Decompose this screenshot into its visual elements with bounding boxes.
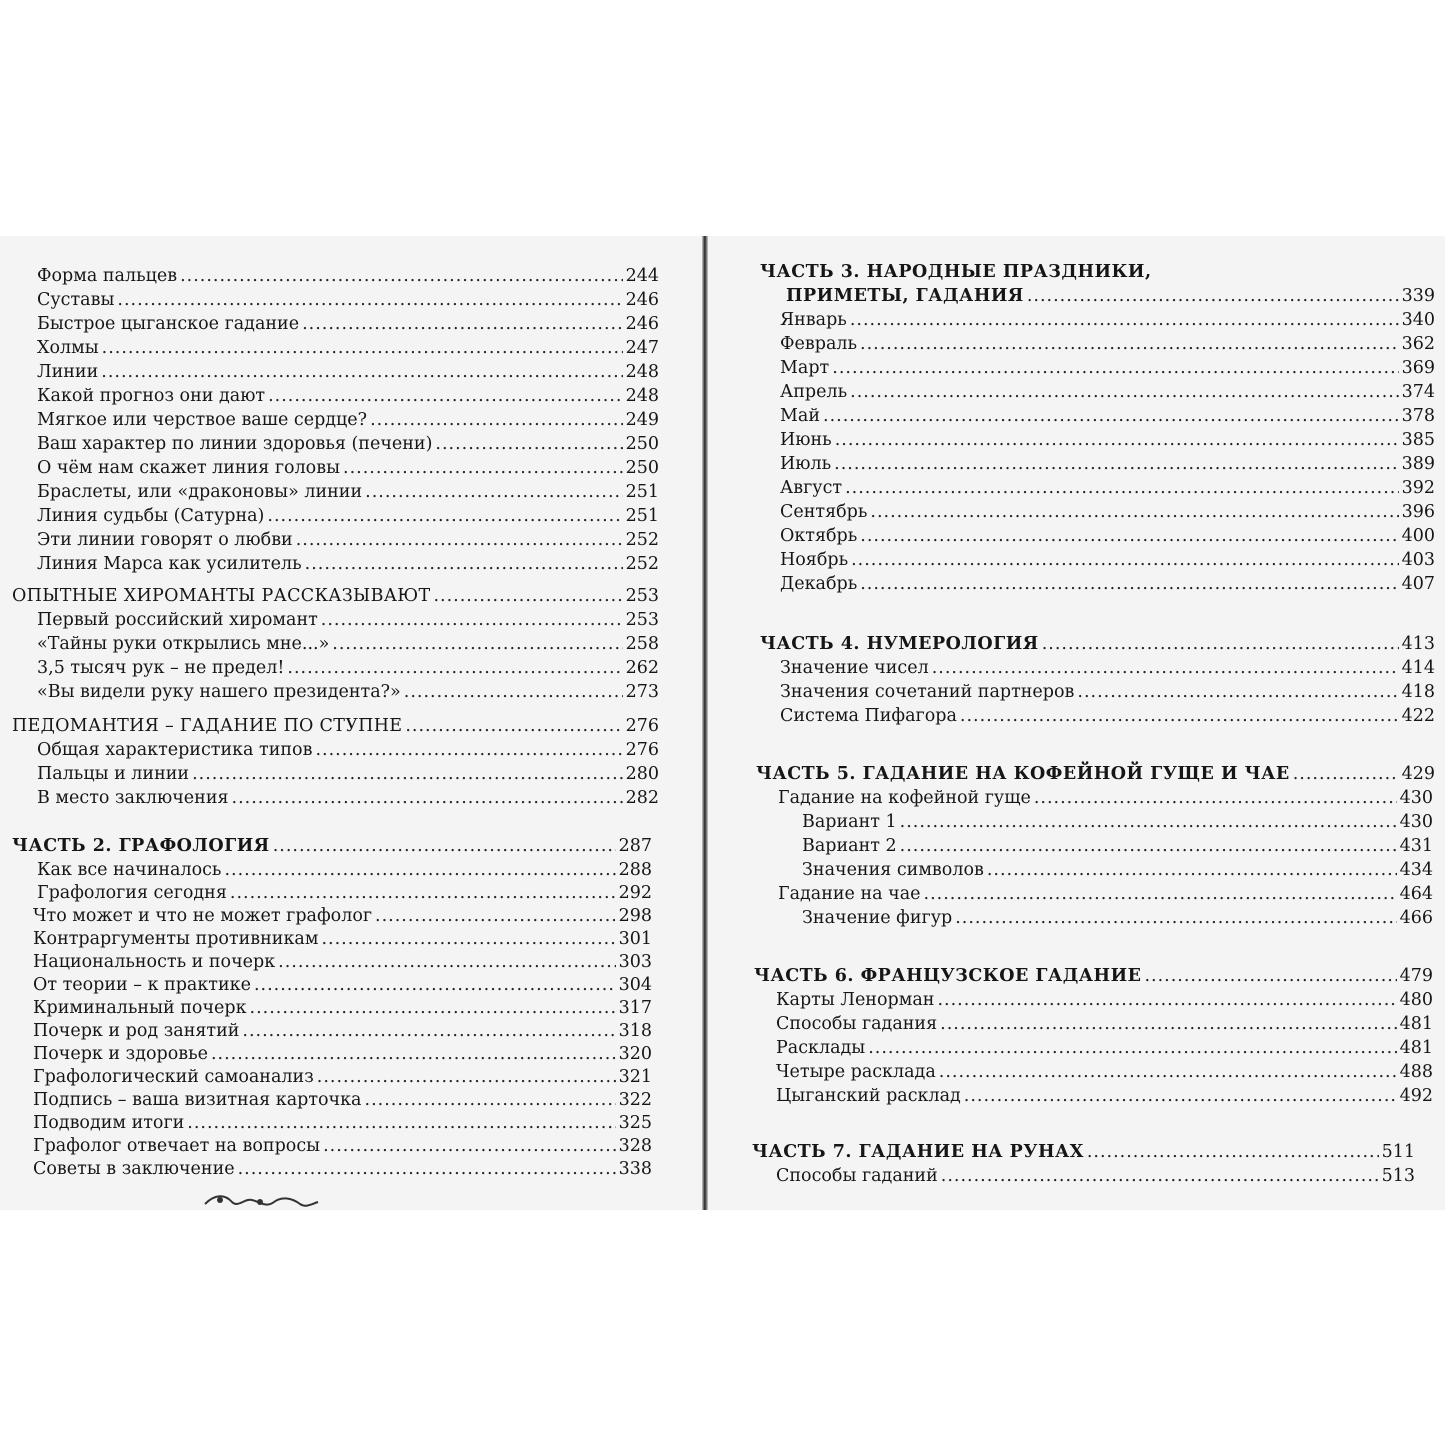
toc-entry: Графологический самоанализ ..... 321 xyxy=(33,1067,652,1087)
toc-entry: Какой прогноз они дают ..... 248 xyxy=(37,386,659,406)
toc-part-heading: ЧАСТЬ 5. ГАДАНИЕ НА КОФЕЙНОЙ ГУЩЕ И ЧАЕ ..... 429 xyxy=(756,764,1435,784)
toc-entry: Что может и что не может графолог ..... 298 xyxy=(33,906,652,926)
toc-entry: Январь ..... 340 xyxy=(780,310,1435,330)
toc-entry: Ваш характер по линии здоровья (печени) ..... 250 xyxy=(37,434,659,454)
toc-entry: Линия судьбы (Сатурна) ..... 251 xyxy=(37,506,659,526)
toc-entry: Пальцы и линии ..... 280 xyxy=(37,764,659,784)
toc-entry: Июнь ..... 385 xyxy=(780,430,1435,450)
toc-entry: Четыре расклада ..... 488 xyxy=(776,1062,1433,1082)
toc-entry: Линия Марса как усилитель ..... 252 xyxy=(37,554,659,574)
toc-entry: Карты Ленорман ..... 480 xyxy=(776,990,1433,1010)
toc-entry: 3,5 тысяч рук – не предел! ..... 262 xyxy=(37,658,659,678)
toc-subentry: Значение фигур ..... 466 xyxy=(802,908,1433,928)
toc-entry: Советы в заключение ..... 338 xyxy=(33,1159,652,1179)
toc-entry: Криминальный почерк ..... 317 xyxy=(33,998,652,1018)
book-spread xyxy=(0,236,1445,1210)
toc-entry: Гадание на чае ..... 464 xyxy=(778,884,1433,904)
toc-entry: Браслеты, или «драконовы» линии ..... 251 xyxy=(37,482,659,502)
toc-entry: Август ..... 392 xyxy=(780,478,1435,498)
toc-entry: Почерк и род занятий ..... 318 xyxy=(33,1021,652,1041)
toc-entry: Подпись – ваша визитная карточка ..... 322 xyxy=(33,1090,652,1110)
toc-subentry: Вариант 1 ..... 430 xyxy=(802,812,1433,832)
toc-entry: Цыганский расклад ..... 492 xyxy=(776,1086,1433,1106)
toc-entry: Способы гадания ..... 481 xyxy=(776,1014,1433,1034)
toc-entry: Значения сочетаний партнеров ..... 418 xyxy=(780,682,1435,702)
toc-entry: Июль ..... 389 xyxy=(780,454,1435,474)
toc-entry: Способы гаданий ..... 513 xyxy=(776,1166,1415,1186)
toc-part-heading: ЧАСТЬ 6. ФРАНЦУЗСКОЕ ГАДАНИЕ ..... 479 xyxy=(754,966,1433,986)
toc-entry: Суставы ..... 246 xyxy=(37,290,659,310)
toc-entry: Быстрое цыганское гадание ..... 246 xyxy=(37,314,659,334)
toc-part-heading: ПРИМЕТЫ, ГАДАНИЯ ..... 339 xyxy=(786,286,1435,306)
toc-entry: О чём нам скажет линия головы ..... 250 xyxy=(37,458,659,478)
toc-entry: Расклады ..... 481 xyxy=(776,1038,1433,1058)
toc-entry: Март ..... 369 xyxy=(780,358,1435,378)
toc-entry: Система Пифагора ..... 422 xyxy=(780,706,1435,726)
toc-entry: Гадание на кофейной гуще ..... 430 xyxy=(778,788,1433,808)
left-page xyxy=(0,236,704,1210)
toc-entry: Ноябрь ..... 403 xyxy=(780,550,1435,570)
right-page xyxy=(706,236,1445,1210)
toc-entry: Общая характеристика типов ..... 276 xyxy=(37,740,659,760)
toc-entry: «Тайны руки открылись мне...» ..... 258 xyxy=(37,634,659,654)
toc-entry: «Вы видели руку нашего президента?» ..... 273 xyxy=(37,682,659,702)
toc-entry: Форма пальцев ..... 244 xyxy=(37,266,659,286)
toc-entry: Контраргументы противникам ..... 301 xyxy=(33,929,652,949)
toc-section-heading: ОПЫТНЫЕ ХИРОМАНТЫ РАССКАЗЫВАЮТ ..... 253 xyxy=(12,586,659,606)
toc-entry: Почерк и здоровье ..... 320 xyxy=(33,1044,652,1064)
toc-entry: Линии ..... 248 xyxy=(37,362,659,382)
toc-entry: Значение чисел ..... 414 xyxy=(780,658,1435,678)
toc-entry: Холмы ..... 247 xyxy=(37,338,659,358)
toc-entry: Сентябрь ..... 396 xyxy=(780,502,1435,522)
toc-entry: Декабрь ..... 407 xyxy=(780,574,1435,594)
toc-entry: Февраль ..... 362 xyxy=(780,334,1435,354)
toc-section-heading: ПЕДОМАНТИЯ – ГАДАНИЕ ПО СТУПНЕ ..... 276 xyxy=(12,716,659,736)
toc-part-heading: ЧАСТЬ 2. ГРАФОЛОГИЯ ..... 287 xyxy=(12,836,652,856)
toc-entry: Национальность и почерк ..... 303 xyxy=(33,952,652,972)
toc-entry: Подводим итоги ..... 325 xyxy=(33,1113,652,1133)
toc-entry: Графология сегодня ..... 292 xyxy=(37,883,652,903)
toc-subentry: Значения символов ..... 434 xyxy=(802,860,1433,880)
toc-entry: От теории – к практике ..... 304 xyxy=(33,975,652,995)
decorative-ornament xyxy=(200,1190,320,1210)
toc-entry: Апрель ..... 374 xyxy=(780,382,1435,402)
toc-part-heading-line1: ЧАСТЬ 3. НАРОДНЫЕ ПРАЗДНИКИ, xyxy=(760,262,1152,282)
toc-entry: Май ..... 378 xyxy=(780,406,1435,426)
toc-subentry: Вариант 2 ..... 431 xyxy=(802,836,1433,856)
toc-entry: Мягкое или черствое ваше сердце? ..... 249 xyxy=(37,410,659,430)
toc-part-heading: ЧАСТЬ 4. НУМЕРОЛОГИЯ ..... 413 xyxy=(760,634,1435,654)
toc-entry: Первый российский хиромант ..... 253 xyxy=(37,610,659,630)
toc-entry: Октябрь ..... 400 xyxy=(780,526,1435,546)
toc-entry: Эти линии говорят о любви ..... 252 xyxy=(37,530,659,550)
toc-part-heading: ЧАСТЬ 7. ГАДАНИЕ НА РУНАХ ..... 511 xyxy=(752,1142,1415,1162)
toc-entry: Как все начиналось ..... 288 xyxy=(37,860,652,880)
toc-entry: Графолог отвечает на вопросы ..... 328 xyxy=(33,1136,652,1156)
toc-entry: В место заключения ..... 282 xyxy=(37,788,659,808)
